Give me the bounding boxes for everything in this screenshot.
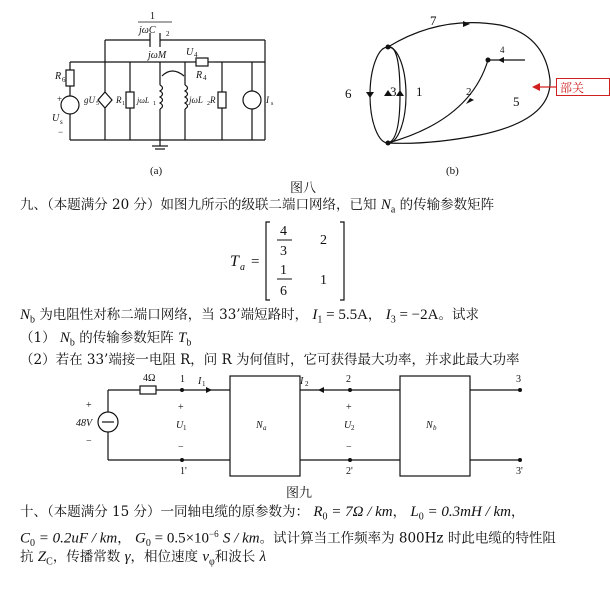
q9-item2: （2）若在 33’端接一电阻 R，问 R 为何值时，它可获得最大功率，并求此最大功率 [20,352,520,368]
graph-label-4: 4 [500,45,505,55]
q10-line1: 十、（本题满分 15 分）一同轴电缆的原参数为： $R_0 = 7\Omega$ / km， $L_0 = 0.3mH$ / km， [20,504,525,523]
graph-label-6: 6 [345,86,352,101]
side-tag: 部关 [556,78,610,96]
cap-label-den: jωC [139,25,156,36]
arrow-head [396,90,404,96]
r5-resistor [218,92,226,108]
cap-label-num: 1 [150,11,155,22]
q10-line3-tail: 和波长 [214,549,256,565]
us-minus: − [58,127,64,137]
us-sub: s [60,118,63,126]
r0-symbol: R [313,504,323,520]
q9-line2: $N_b$ 为电阻性对称二端口网络，当 33’端短路时， $I_1 = 5.5A$， $I_3 = -2A$。试求 [20,307,479,326]
r4-sub: 4 [203,74,207,82]
u2-minus: − [346,442,352,453]
is-sub: s [271,101,274,107]
fig8b-sublabel: (b) [446,165,459,177]
graph-label-3: 3 [390,84,397,99]
dependent-source [98,92,112,108]
figure-9-circuit [60,370,550,480]
arrow-head [466,98,474,104]
i1-label: I [198,376,202,387]
graph-label-5: 5 [513,94,520,109]
tb-sub: b [186,337,192,349]
vphi-symbol: v [202,549,209,565]
q9-item1-text: 的传输参数矩阵 [79,330,174,346]
l0-value: = 0.3mH / km [423,504,511,520]
l2-sub: 2 [207,101,210,107]
arrow-head [366,92,374,98]
g0-value: = 0.5×10 [150,530,210,547]
terminal-3 [518,388,522,392]
graph-edge-7-5 [388,23,550,144]
l1-label: jωL [137,96,150,105]
i2-label-sub: 2 [305,380,309,388]
node-3-label: 3 [516,374,521,385]
r-4ohm-label: 4Ω [143,373,156,384]
gamma-symbol: γ [124,549,131,565]
figure-8-caption: 图八 [290,181,317,196]
mutual-arc [162,71,184,76]
mutual-label: jωM [148,50,167,61]
u1-plus: + [178,402,184,413]
terminal-2 [348,388,352,392]
q9-line2-text: 为电阻性对称二端口网络，当 33’端短路时， [39,307,309,323]
l0-sub: 0 [418,511,424,523]
r6-label: R [55,71,62,82]
i1-arrow [206,387,212,393]
graph-node [386,45,391,50]
i2-label: I [300,376,304,387]
node-2p-label: 2' [346,466,353,477]
l0-symbol: L [410,504,419,520]
g0-exponent: −6 [209,529,219,539]
node-2-label: 2 [346,374,351,385]
na-sub: a [390,204,396,216]
arrow-head [463,21,470,27]
g-sub: 5 [96,101,99,107]
graph-edge-2 [388,60,488,143]
u2-label: U [344,420,352,431]
c0-sub: 0 [30,538,36,550]
q9-title-text: 九、（本题满分 20 分）如图九所示的级联二端口网络，已知 [20,197,377,213]
q10-line3-mid2: ，相位速度 [130,549,199,565]
na-box-label: N [256,420,263,431]
is-source [243,91,261,109]
terminal-1p [180,458,184,462]
q9-title-tail: 的传输参数矩阵 [399,197,495,213]
graph-node [486,58,491,63]
lambda-symbol: λ [259,549,267,565]
r6-resistor [66,70,74,86]
i1-label-sub: 1 [202,380,206,388]
q10-line3-mid: ，传播常数 [52,549,121,565]
src-minus: − [86,436,92,447]
source-48v-label: 48V [76,418,93,429]
u1-label: U [176,420,184,431]
i3-value: = −2A [395,307,439,323]
graph-label-7: 7 [430,13,437,28]
terminal-3p [518,458,522,462]
u4-label: U [186,47,194,58]
u4-sub: 4 [194,51,198,59]
a11-den: 3 [280,244,287,259]
ta-matrix [230,218,360,304]
r1-sub: 1 [122,101,125,107]
a22: 1 [320,273,327,288]
r4-label: R [196,70,203,81]
zc-sub: C [46,556,53,568]
vphi-sub: φ [209,556,215,568]
cap-label-sub: 2 [166,30,170,38]
matrix-lhs: T [230,253,239,270]
terminal-2p [348,458,352,462]
r4-resistor [196,58,208,66]
i1-value: = 5.5A [322,307,368,323]
nb-box-label: N [426,420,433,431]
i3-sub: 3 [390,314,396,326]
i3-symbol: I [385,307,391,323]
src-plus: + [86,400,92,411]
graph-node [386,141,391,146]
equals-sign: = [251,254,260,270]
a11-num: 4 [280,224,287,239]
r0-value: = 7Ω / km [327,504,393,520]
nb-sub: b [30,314,36,326]
node-3p-label: 3' [516,466,523,477]
c0-symbol: C [20,530,31,547]
g0-symbol: G [135,530,146,547]
figure-9-caption: 图九 [286,486,313,501]
i1-sub: 1 [317,314,323,326]
matrix-bracket-right [340,222,344,300]
g-label: gU [84,95,95,105]
us-source [61,96,79,114]
u1-sub: 1 [183,424,187,432]
r1-resistor [126,92,134,108]
na-box-sub: a [263,424,267,432]
node-1p-label: 1' [180,466,187,477]
a12: 2 [320,233,327,248]
u2-plus: + [346,402,352,413]
l1-inductor [160,85,163,109]
fig8a-sublabel: (a) [150,165,163,177]
nb-symbol: N [20,307,31,323]
q9-line2-tail: 。试求 [438,307,479,323]
a21-num: 1 [280,263,287,278]
q9-item1-prefix: （1） [20,330,56,346]
u2-sub: 2 [351,424,355,432]
tb-symbol: T [178,330,187,346]
r1-label: R [116,95,122,105]
graph-label-2: 2 [466,86,472,98]
i1-symbol: I [312,307,318,323]
q10-line1-text: 十、（本题满分 15 分）一同轴电缆的原参数为： [20,504,310,520]
q9-title [20,196,494,220]
graph-label-1: 1 [416,84,423,99]
l1-sub: 1 [153,101,156,107]
nb-symbol-2: N [59,330,70,346]
q9-item1 [20,329,191,353]
l2-label: jωL [189,95,203,105]
i2-arrow [318,387,324,393]
na-symbol: N [380,197,391,213]
us-label: U [52,113,60,124]
figure-8 [0,0,610,200]
q10-line3-prefix: 抗 [20,549,34,565]
u1-minus: − [178,442,184,453]
4ohm-resistor [140,386,156,394]
zc-symbol: Z [37,549,47,565]
g0-sub: 0 [145,538,151,550]
matrix-lhs-sub: a [240,262,245,273]
l2-inductor [185,85,188,109]
c0-value: = 0.2uF / km [35,530,118,547]
q10-line2: $C_0 = 0.2uF$ / km， $G_0 = 0.5\times 10^{-6}$ S / km。试计算当工作频率为 800Hz 时此电缆的特性阻 [20,529,556,550]
q10-line2-text: 。试计算当工作频率为 800Hz 时此电缆的特性阻 [259,530,556,547]
us-plus: + [57,94,63,104]
g0-unit: S / km [222,530,260,547]
q10-line3 [20,548,266,572]
r6-sub: 6 [62,76,66,84]
nb-box-sub: b [433,424,437,432]
terminal-1 [180,388,184,392]
is-label: I [266,95,269,105]
arrow-head [498,57,504,63]
r0-sub: 0 [322,511,328,523]
a21-den: 6 [280,284,287,299]
node-1-label: 1 [180,374,185,385]
nb-sub-2: b [69,337,75,349]
r5-label: R [210,95,216,105]
matrix-bracket-left [266,222,270,300]
figure-8b-graph [370,23,550,144]
